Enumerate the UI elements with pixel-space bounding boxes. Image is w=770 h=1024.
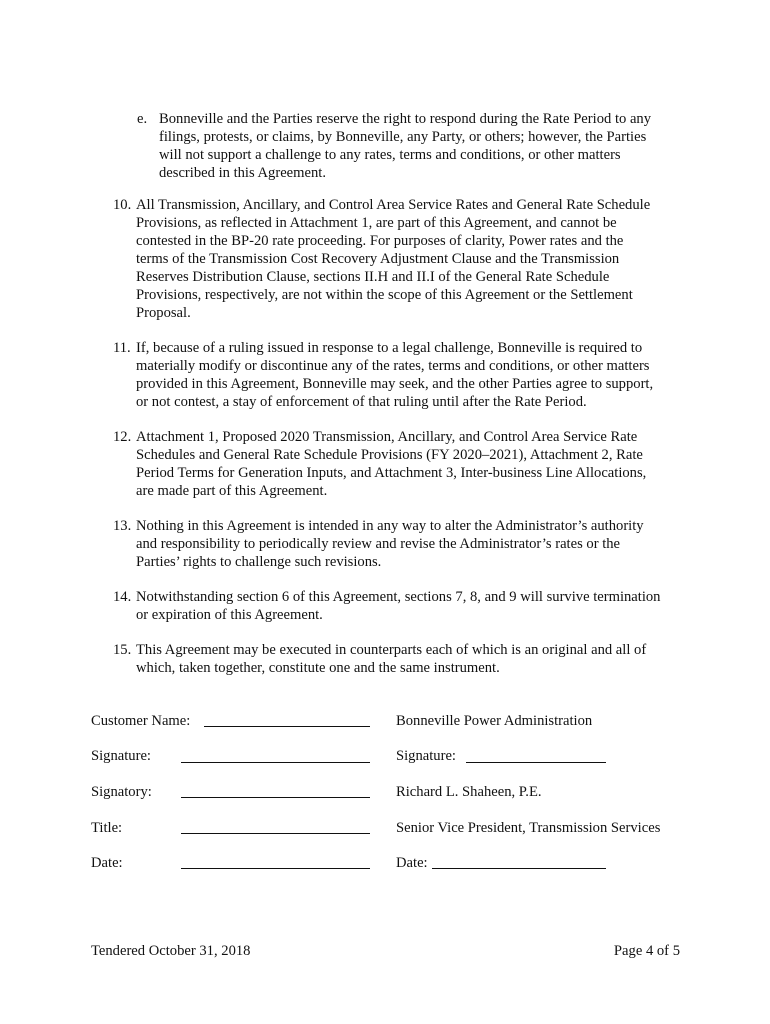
clause-text (136, 641, 693, 677)
title-label: Title: (91, 820, 123, 836)
clause-line: Provisions, respectively, are not within the scope of this Agreement or the Settlement (136, 287, 633, 303)
clause-line: described in this Agreement. (159, 165, 326, 181)
clause-line: Period Terms for Generation Inputs, and Attachment 3, Inter-business Line Allocations, (136, 465, 647, 481)
clause-text (136, 428, 693, 500)
clause-line: Attachment 1, Proposed 2020 Transmission, Ancillary, and Control Area Service Rate (136, 429, 638, 445)
clause-text (136, 588, 693, 624)
customer-date-field[interactable] (181, 868, 370, 869)
clause-line: Proposal. (136, 305, 191, 321)
clause-line: Notwithstanding section 6 of this Agreement, sections 7, 8, and 9 will survive termination (136, 589, 661, 605)
clause-marker: 11. (113, 340, 131, 356)
customer-name-label: Customer Name: (91, 713, 191, 729)
clause-line: terms of the Transmission Cost Recovery Adjustment Clause and the Transmission (136, 251, 620, 267)
clause-text (136, 517, 693, 571)
clause-line: are made part of this Agreement. (136, 483, 328, 499)
clause-line: Bonneville and the Parties reserve the right to respond during the Rate Period to any (159, 111, 652, 127)
clause-line: and responsibility to periodically review and revise the Administrator’s rates or the (136, 536, 621, 552)
clause-line: filings, protests, or claims, by Bonneville, any Party, or others; however, the Parties (159, 129, 647, 145)
clause-marker: 15. (113, 642, 132, 658)
signature-label-left: Signature: (91, 748, 151, 764)
clause-line: Parties’ rights to challenge such revisions. (136, 554, 382, 570)
signature-label-right: Signature: (396, 748, 456, 764)
footer-tendered-date: Tendered October 31, 2018 (91, 943, 251, 959)
clause-marker: 12. (113, 429, 132, 445)
clause-line: or expiration of this Agreement. (136, 607, 323, 623)
clause-marker: 14. (113, 589, 132, 605)
signatory-label: Signatory: (91, 784, 152, 800)
bpa-signature-field[interactable] (466, 762, 606, 763)
date-label-right: Date: (396, 855, 428, 871)
clause-marker: 10. (113, 197, 132, 213)
clause-line: provided in this Agreement, Bonneville may seek, and the other Parties agree to support, (136, 376, 654, 392)
date-label-left: Date: (91, 855, 123, 871)
footer-page-number: Page 4 of 5 (613, 943, 680, 959)
customer-name-field[interactable] (204, 726, 370, 727)
bpa-date-field[interactable] (432, 868, 606, 869)
clause-line: Provisions, as reflected in Attachment 1, are part of this Agreement, and cannot be (136, 215, 617, 231)
clause-line: Nothing in this Agreement is intended in any way to alter the Administrator’s authority (136, 518, 644, 534)
title-value: Senior Vice President, Transmission Services (396, 820, 661, 836)
clause-line: which, taken together, constitute one and the same instrument. (136, 660, 500, 676)
title-field[interactable] (181, 833, 370, 834)
clause-line: If, because of a ruling issued in response to a legal challenge, Bonneville is required to (136, 340, 643, 356)
signatory-name: Richard L. Shaheen, P.E. (396, 784, 542, 800)
clause-line: contested in the BP-20 rate proceeding. For purposes of clarity, Power rates and the (136, 233, 624, 249)
clause-line: or not contest, a stay of enforcement of that ruling until after the Rate Period. (136, 394, 587, 410)
clause-line: will not support a challenge to any rates, terms and conditions, or other matters (159, 147, 621, 163)
clause-line: Schedules and General Rate Schedule Provisions (FY 2020–2021), Attachment 2, Rate (136, 447, 643, 463)
bpa-name: Bonneville Power Administration (396, 713, 593, 729)
clause-line: materially modify or discontinue any of the rates, terms and conditions, or other matters (136, 358, 650, 374)
clause-marker: e. (137, 111, 148, 127)
clause-text (159, 110, 689, 182)
clause-line: This Agreement may be executed in counterparts each of which is an original and all of (136, 642, 647, 658)
clause-text (136, 196, 693, 322)
clause-line: Reserves Distribution Clause, sections II.H and II.I of the General Rate Schedule (136, 269, 610, 285)
clause-text (136, 339, 693, 411)
signatory-field[interactable] (181, 797, 370, 798)
clause-line: All Transmission, Ancillary, and Control Area Service Rates and General Rate Schedule (136, 197, 651, 213)
customer-signature-field[interactable] (181, 762, 370, 763)
clause-marker: 13. (113, 518, 132, 534)
